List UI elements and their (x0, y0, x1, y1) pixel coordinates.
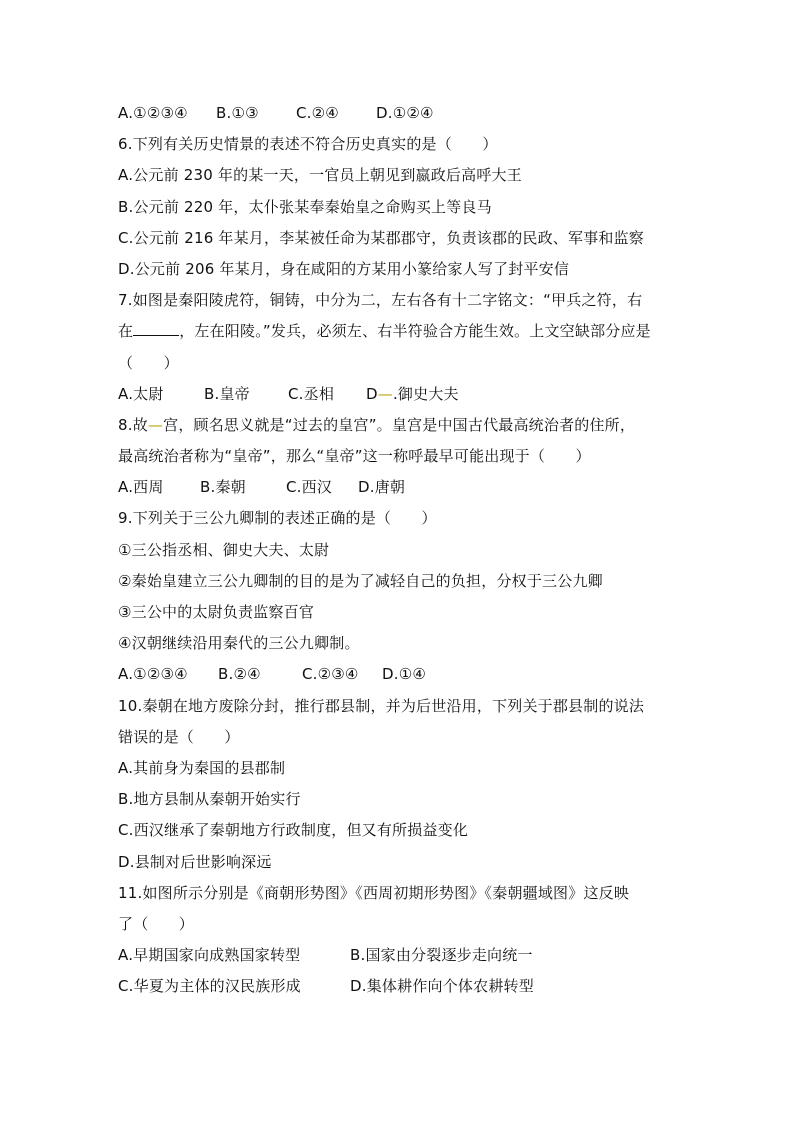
q6-stem: 6.下列有关历史情景的表述不符合历史真实的是（ ） (118, 135, 498, 154)
q8-stem-mark: — (147, 415, 164, 434)
q7-option-d[interactable] (366, 379, 459, 410)
q10-option-d[interactable]: D.县制对后世影响深远 (118, 852, 272, 871)
q6-option-a[interactable]: A.公元前 230 年的某一天，一官员上朝见到嬴政后高呼大王 (118, 166, 522, 185)
exam-page (118, 98, 688, 1002)
q9-option-d[interactable]: D.①④ (382, 665, 427, 684)
q11-stem-line1: 11.如图所示分别是《商朝形势图》《西周初期形势图》《秦朝疆域图》这反映 (118, 883, 630, 902)
q7-options (118, 379, 688, 410)
q6-option-b[interactable]: B.公元前 220 年，太仆张某奉秦始皇之命购买上等良马 (118, 197, 492, 216)
q7-stem-line1: 7.如图是秦阳陵虎符，铜铸，中分为二，左右各有十二字铭文：“甲兵之符，右 (118, 291, 643, 310)
q10-option-a[interactable]: A.其前身为秦国的县郡制 (118, 758, 286, 777)
q11-options-row2 (118, 971, 688, 1002)
q9-statement-4: ④汉朝继续沿用秦代的三公九卿制。 (118, 634, 360, 653)
q9-options (118, 659, 688, 690)
q11-option-c[interactable]: C.华夏为主体的汉民族形成 (118, 977, 301, 996)
q7-option-a[interactable]: A.太尉 (118, 384, 164, 403)
q9-statement-2: ②秦始皇建立三公九卿制的目的是为了减轻自己的负担，分权于三公九卿 (118, 571, 603, 590)
q5-options (118, 98, 688, 129)
q10-stem-line1: 10.秦朝在地方废除分封，推行郡县制，并为后世沿用，下列关于郡县制的说法 (118, 696, 645, 715)
q8-stem-post: 宫，顾名思义就是“过去的皇宫”。皇宫是中国古代最高统治者的住所， (163, 415, 636, 434)
q8-option-b[interactable]: B.秦朝 (200, 478, 246, 497)
q8-stem-pre: 8.故 (118, 415, 148, 434)
q7-option-d-letter: D (366, 384, 378, 403)
q5-option-d[interactable]: D.①②④ (376, 104, 434, 122)
q11-option-d[interactable]: D.集体耕作向个体农耕转型 (350, 977, 534, 996)
q6-option-d[interactable]: D.公元前 206 年某月，身在咸阳的方某用小篆给家人写了封平安信 (118, 259, 570, 278)
q9-option-a[interactable]: A.①②③④ (118, 665, 188, 684)
q8-option-c[interactable]: C.西汉 (286, 478, 333, 497)
q9-statement-3: ③三公中的太尉负责监察百官 (118, 603, 315, 621)
q8-option-a[interactable]: A.西周 (118, 478, 164, 497)
q7-stem-post: ，左在阳陵。”发兵，必须左、右半符验合方能生效。上文空缺部分应是 (179, 322, 651, 341)
q8-option-d[interactable]: D.唐朝 (358, 478, 406, 497)
q7-option-d-text: .御史大夫 (392, 384, 459, 403)
q6-option-c[interactable]: C.公元前 216 年某月，李某被任命为某郡郡守，负责该郡的民政、军事和监察 (118, 228, 645, 247)
q9-stem: 9.下列关于三公九卿制的表述正确的是（ ） (118, 509, 437, 528)
q11-option-a[interactable]: A.早期国家向成熟国家转型 (118, 946, 301, 965)
q7-stem-pre: 在 (118, 322, 134, 341)
q9-option-c[interactable]: C.②③④ (302, 665, 359, 684)
q5-option-c[interactable]: C.②④ (296, 104, 339, 122)
q8-stem-line2: 最高统治者称为“皇帝”，那么“皇帝”这一称呼最早可能出现于（ ） (118, 447, 591, 466)
q7-option-d-mark: — (377, 384, 393, 403)
q5-option-b[interactable]: B.①③ (216, 104, 259, 122)
q10-option-b[interactable]: B.地方县制从秦朝开始实行 (118, 790, 301, 809)
q5-option-a[interactable]: A.①②③④ (118, 104, 188, 122)
q7-stem-line3: （ ） (118, 353, 179, 372)
q7-stem-line2 (118, 316, 688, 347)
q7-blank (133, 321, 179, 336)
q11-options-row1 (118, 940, 688, 971)
q9-statement-1: ①三公指丞相、御史大夫、太尉 (118, 540, 330, 559)
q7-option-c[interactable]: C.丞相 (288, 384, 335, 403)
q11-option-b[interactable]: B.国家由分裂逐步走向统一 (350, 946, 533, 965)
q8-stem-line1 (118, 410, 688, 441)
q11-stem-line2: 了（ ） (118, 914, 195, 933)
q10-option-c[interactable]: C.西汉继承了秦朝地方行政制度，但又有所损益变化 (118, 821, 469, 840)
q7-option-b[interactable]: B.皇帝 (204, 384, 250, 403)
q8-options (118, 472, 688, 503)
q9-option-b[interactable]: B.②④ (218, 665, 261, 684)
q10-stem-line2: 错误的是（ ） (118, 727, 240, 746)
